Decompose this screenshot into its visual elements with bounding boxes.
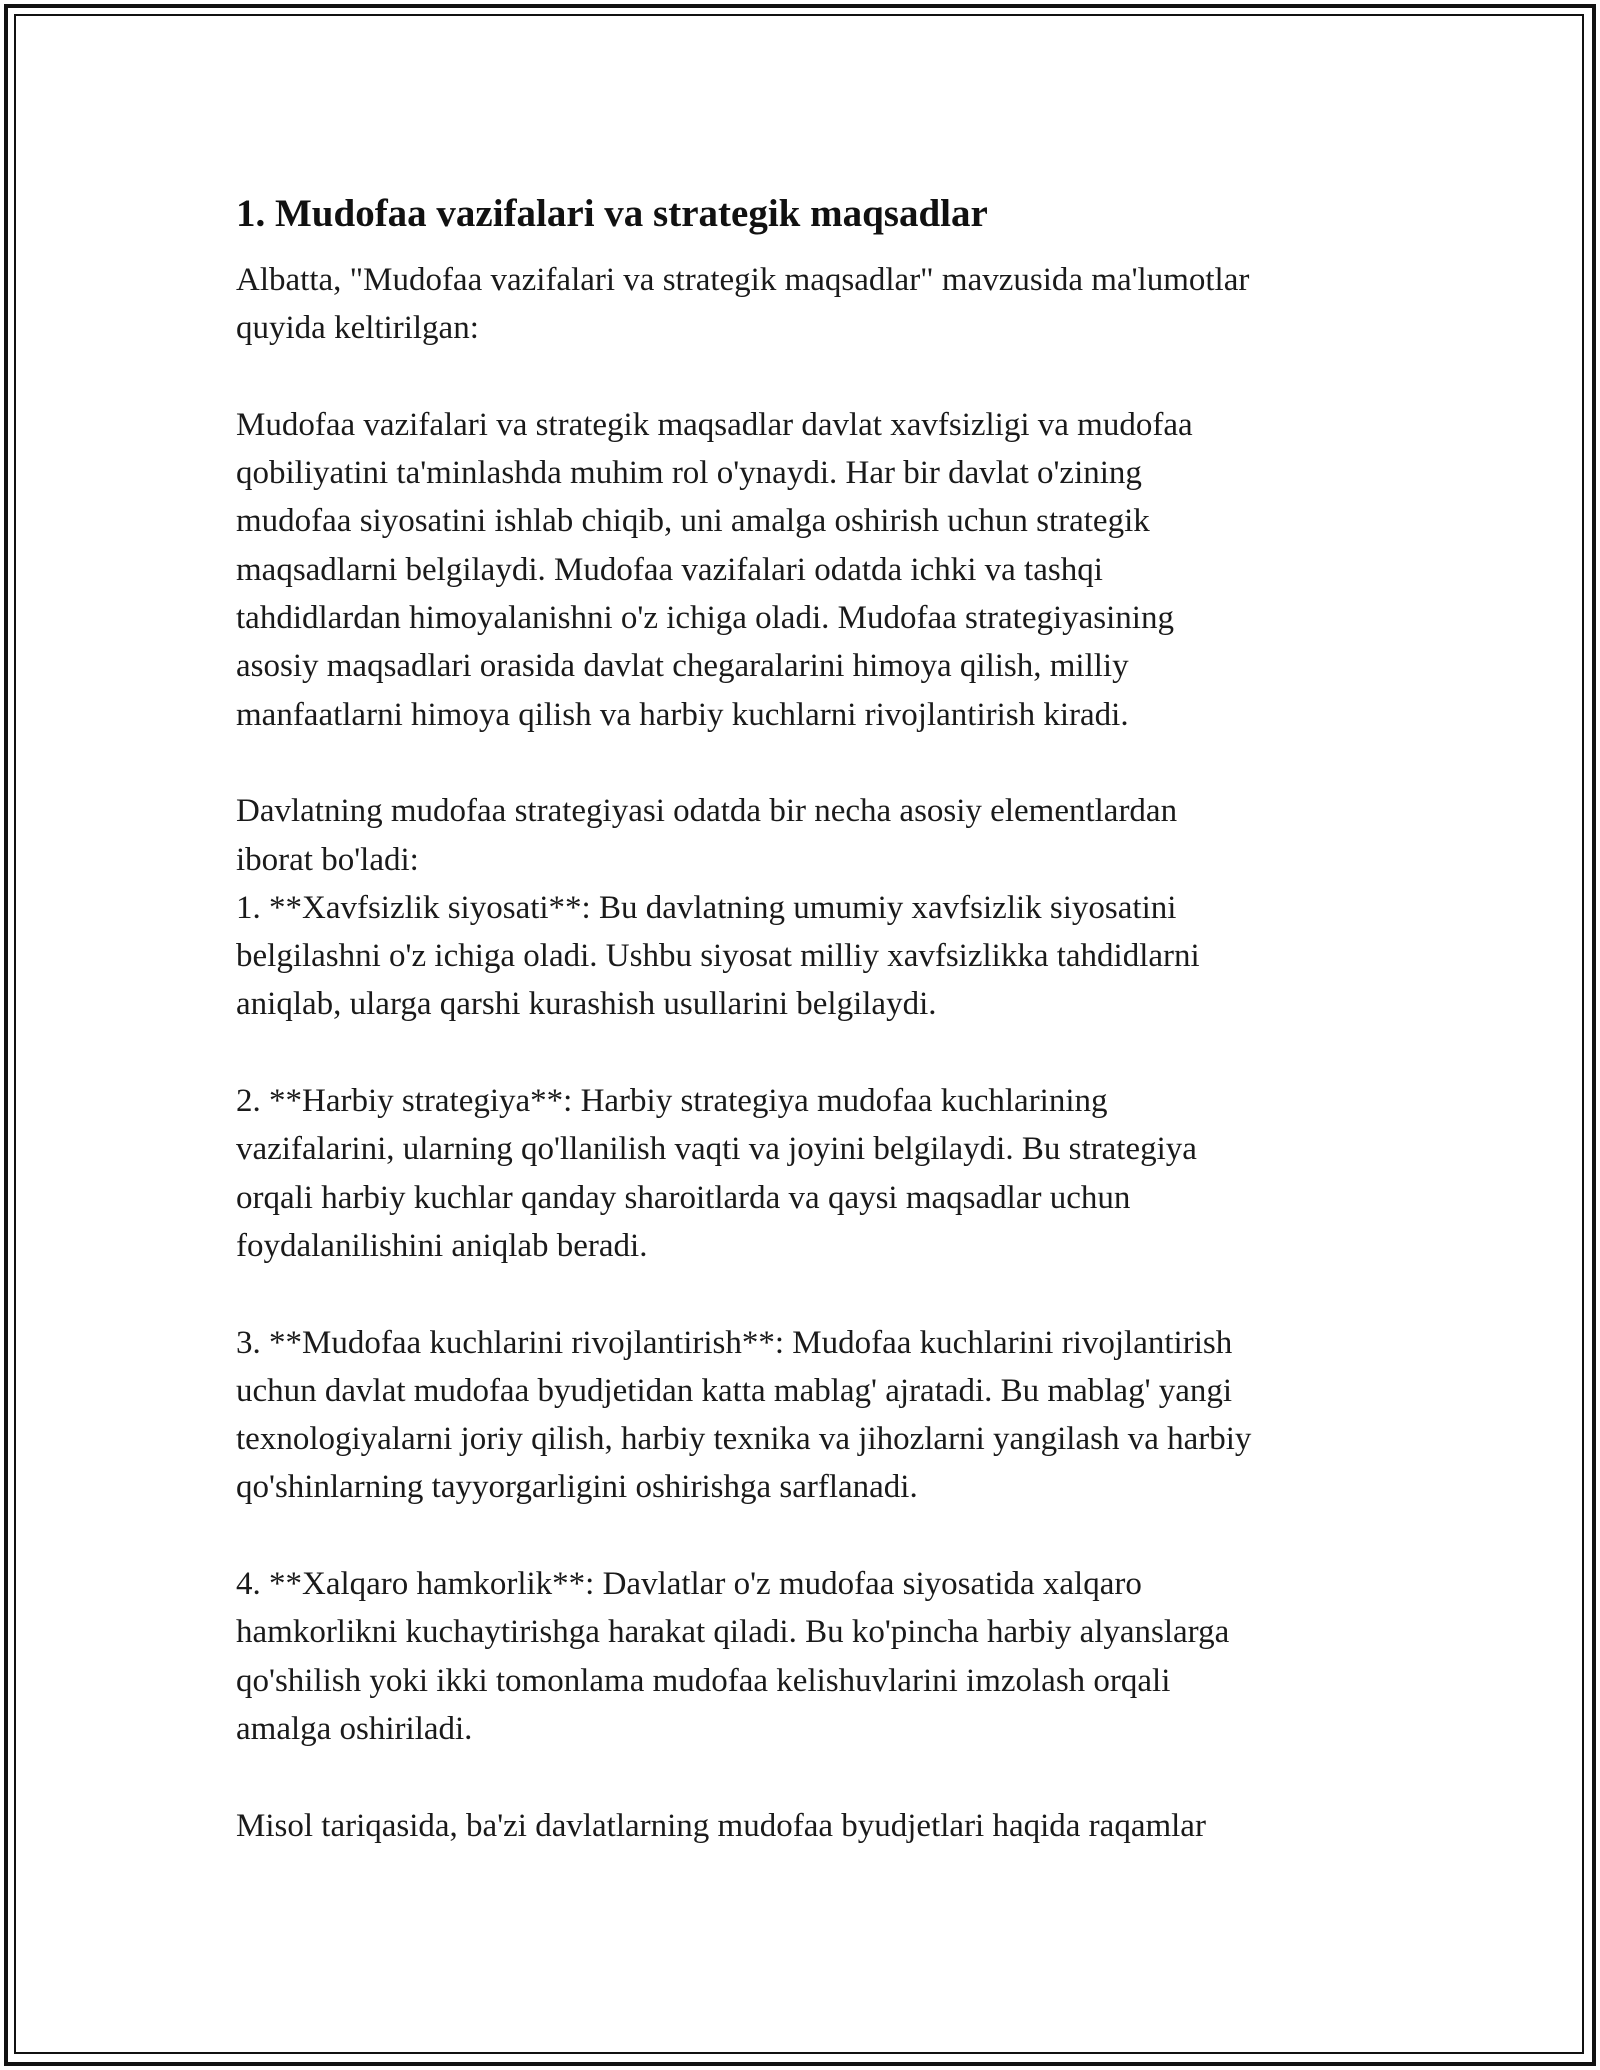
section-heading: 1. Mudofaa vazifalari va strategik maqsadlar [236, 192, 988, 235]
text-line: Albatta, "Mudofaa vazifalari va strategik maqsadlar" mavzusida ma'lumotlar [236, 262, 1250, 298]
list-item-security-policy: 1. **Xavfsizlik siyosati**: Bu davlatning umumiy xavfsizlik siyosatini [236, 889, 1177, 926]
paragraph-overview [236, 401, 1376, 739]
paragraph-strategy-elements [236, 787, 1376, 1028]
text-line: texnologiyalarni joriy qilish, harbiy texnika va jihozlarni yangilash va harbiy [236, 1421, 1252, 1458]
text-line: amalga oshiriladi. [236, 1710, 473, 1747]
text-line: iborat bo'ladi: [236, 841, 419, 878]
paragraph-gap [236, 1270, 1376, 1318]
text-line: quyida keltirilgan: [236, 310, 479, 347]
text-line: orqali harbiy kuchlar qanday sharoitlarda va qaysi maqsadlar uchun [236, 1179, 1131, 1216]
text-line: 3. **Mudofaa kuchlarini rivojlantirish**: Mudofaa kuchlarini rivojlantirish [236, 1324, 1233, 1361]
text-line: foydalanilishini aniqlab beradi. [236, 1227, 648, 1264]
text-line: tahdidlardan himoyalanishni o'z ichiga oladi. Mudofaa strategiyasining [236, 600, 1174, 637]
text-line: aniqlab, ularga qarshi kurashish usullarini belgilaydi. [236, 986, 937, 1023]
text-line: 4. **Xalqaro hamkorlik**: Davlatlar o'z mudofaa siyosatida xalqaro [236, 1566, 1142, 1603]
text-line: manfaatlarni himoya qilish va harbiy kuchlarni rivojlantirish kiradi. [236, 696, 1129, 733]
text-line: Davlatning mudofaa strategiyasi odatda bir necha asosiy elementlardan [236, 793, 1178, 830]
text-line: Misol tariqasida, ba'zi davlatlarning mudofaa byudjetlari haqida raqamlar [236, 1807, 1206, 1844]
list-item-military-strategy [236, 1077, 1376, 1270]
document-page [236, 184, 1376, 1850]
text-line: Mudofaa vazifalari va strategik maqsadlar davlat xavfsizligi va mudofaa [236, 406, 1193, 443]
list-item-forces-development [236, 1319, 1376, 1512]
text-line: hamkorlikni kuchaytirishga harakat qiladi. Bu ko'pincha harbiy alyanslarga [236, 1614, 1230, 1651]
paragraph-gap [236, 1753, 1376, 1801]
text-line: qobiliyatini ta'minlashda muhim rol o'ynaydi. Har bir davlat o'zining [236, 455, 1142, 492]
text-line: asosiy maqsadlari orasida davlat chegaralarini himoya qilish, milliy [236, 648, 1129, 685]
text-line: qo'shinlarning tayyorgarligini oshirishga sarflanadi. [236, 1469, 918, 1506]
text-line: maqsadlarni belgilaydi. Mudofaa vazifalari odatda ichki va tashqi [236, 551, 1103, 588]
intro-paragraph [236, 256, 1376, 353]
list-item-international-cooperation [236, 1560, 1376, 1753]
text-line: uchun davlat mudofaa byudjetidan katta mablag' ajratadi. Bu mablag' yangi [236, 1372, 1233, 1409]
paragraph-gap [236, 353, 1376, 401]
text-line: vazifalarini, ularning qo'llanilish vaqti va joyini belgilaydi. Bu strategiya [236, 1131, 1197, 1168]
text-line: mudofaa siyosatini ishlab chiqib, uni amalga oshirish uchun strategik [236, 503, 1150, 540]
paragraph-gap [236, 1512, 1376, 1560]
text-line: belgilashni o'z ichiga oladi. Ushbu siyosat milliy xavfsizlikka tahdidlarni [236, 938, 1200, 975]
paragraph-gap [236, 739, 1376, 787]
text-line: qo'shilish yoki ikki tomonlama mudofaa kelishuvlarini imzolash orqali [236, 1662, 1171, 1699]
closing-paragraph [236, 1802, 1376, 1850]
paragraph-gap [236, 1029, 1376, 1077]
text-line: 2. **Harbiy strategiya**: Harbiy strategiya mudofaa kuchlarining [236, 1083, 1108, 1120]
